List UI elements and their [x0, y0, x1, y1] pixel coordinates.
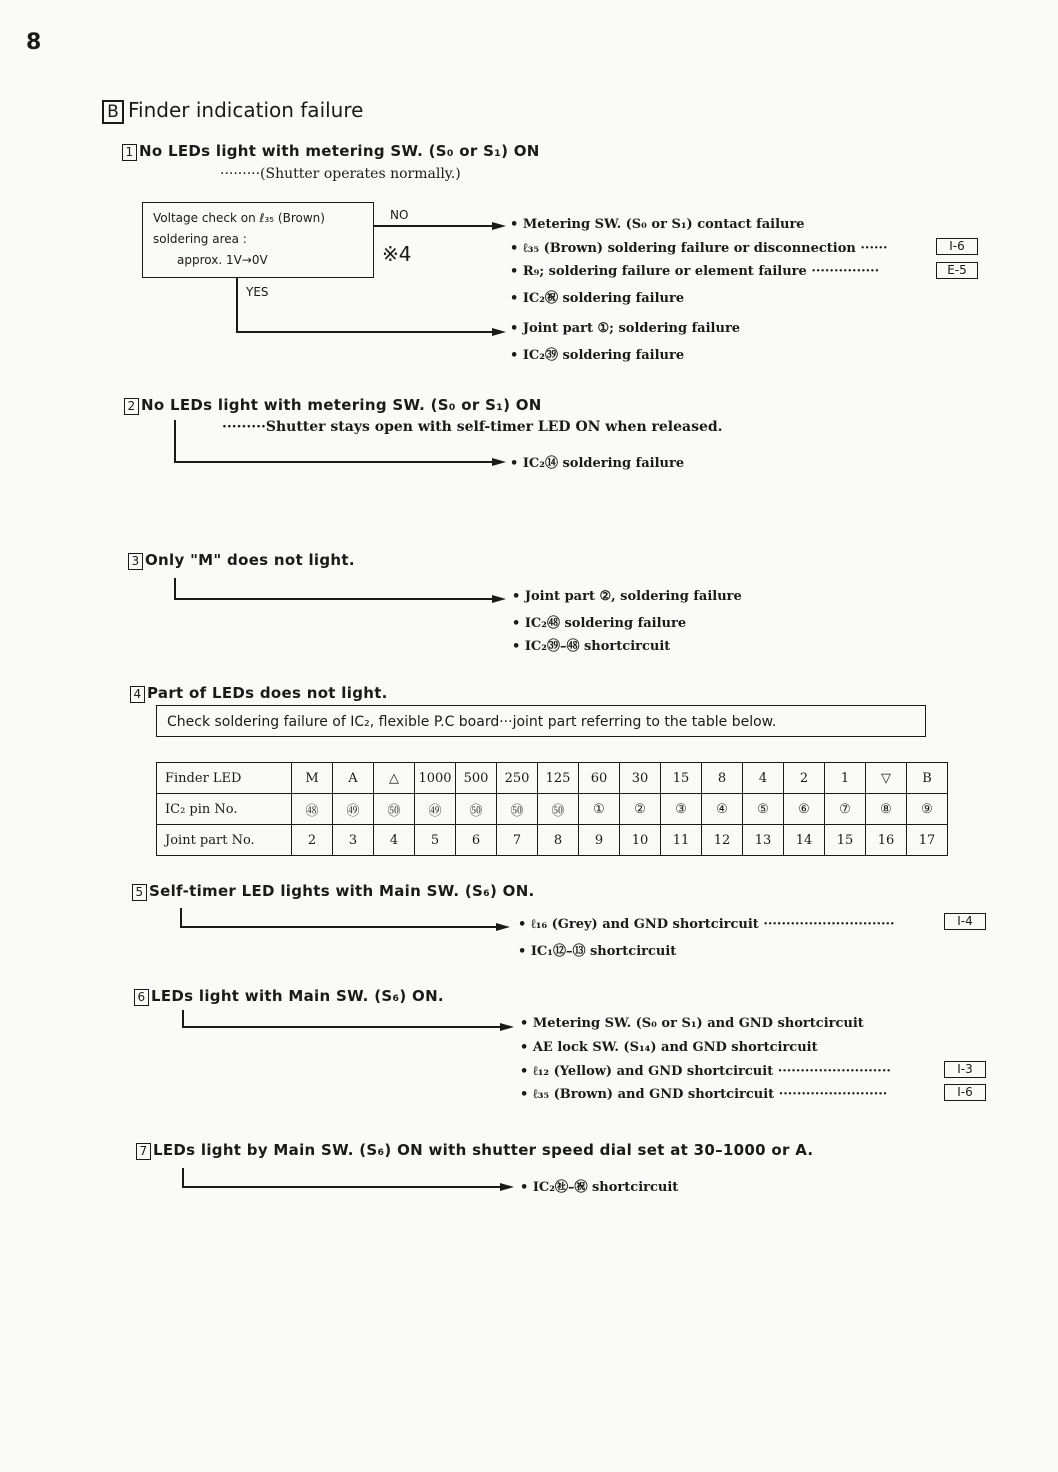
sub1-yes-item: • Joint part ①; soldering failure — [510, 321, 741, 336]
joint-part-cell: 3 — [333, 825, 374, 856]
joint-part-cell: 9 — [579, 825, 620, 856]
sub1-note: ·········(Shutter operates normally.) — [220, 166, 461, 182]
sub7-title-text: LEDs light by Main SW. (S₆) ON with shutter speed dial set at 30–1000 or A. — [153, 1141, 814, 1159]
sub6-arrowhead — [500, 1023, 514, 1031]
section-letter: B — [102, 100, 124, 124]
ref-box-i6: I-6 — [944, 1084, 986, 1101]
sub5-item: • ℓ₁₆ (Grey) and GND shortcircuit ····························· — [518, 917, 895, 932]
joint-part-cell: 7 — [497, 825, 538, 856]
sub2-arrow-line — [174, 461, 498, 463]
yes-arrowhead — [492, 328, 506, 336]
sub1-no-item: • R₉; soldering failure or element failure ··············· — [510, 264, 880, 279]
ic-pin-cell: ㊽ — [292, 794, 333, 825]
joint-part-cell: 8 — [538, 825, 579, 856]
sub1-no-item: • IC₂㊗ soldering failure — [510, 291, 685, 306]
ic-pin-cell: ④ — [702, 794, 743, 825]
ref-box-e5: E-5 — [936, 262, 978, 279]
section-title — [102, 98, 363, 124]
sub3-item: • IC₂㊽ soldering failure — [512, 616, 687, 631]
sub5-item: • IC₁⑫–⑬ shortcircuit — [518, 944, 677, 959]
sub2-vertical-line — [174, 420, 176, 463]
finder-led-cell: 8 — [702, 763, 743, 794]
yes-arrow-line — [236, 331, 498, 333]
ic-pin-cell: ② — [620, 794, 661, 825]
finder-led-cell: 30 — [620, 763, 661, 794]
ic-pin-cell: ㊾ — [415, 794, 456, 825]
row-header-finder-led: Finder LED — [157, 763, 292, 794]
sub7-vertical-line — [182, 1168, 184, 1188]
sub2-note: ·········Shutter stays open with self-timer LED ON when released. — [222, 419, 723, 435]
ic-pin-cell: ⑦ — [825, 794, 866, 825]
ic-pin-cell: ⑤ — [743, 794, 784, 825]
joint-part-cell: 10 — [620, 825, 661, 856]
ic-pin-cell: ① — [579, 794, 620, 825]
sub1-title — [122, 142, 540, 161]
sub1-yes-item: • IC₂㊴ soldering failure — [510, 348, 685, 363]
sub6-item: • AE lock SW. (S₁₄) and GND shortcircuit — [520, 1040, 818, 1055]
finder-led-cell: 15 — [661, 763, 702, 794]
finder-led-cell: M — [292, 763, 333, 794]
voltage-check-box — [142, 202, 374, 278]
joint-part-cell: 11 — [661, 825, 702, 856]
check-instruction-box: Check soldering failure of IC₂, flexible P.C board···joint part referring to the table below. — [156, 705, 926, 737]
finder-led-cell: ▽ — [866, 763, 907, 794]
sub5-title — [132, 882, 535, 901]
finder-led-cell: A — [333, 763, 374, 794]
sub7-item: • IC₂㊓–㊗ shortcircuit — [520, 1180, 679, 1195]
voltage-box-line2: soldering area : — [153, 232, 247, 246]
joint-part-cell: 12 — [702, 825, 743, 856]
sub1-no-item: • ℓ₃₅ (Brown) soldering failure or disconnection ······ — [510, 241, 888, 256]
voltage-box-line1: Voltage check on ℓ₃₅ (Brown) — [153, 211, 325, 225]
sub5-title-text: Self-timer LED lights with Main SW. (S₆) ON. — [149, 882, 535, 900]
sub2-number: 2 — [124, 398, 139, 415]
joint-part-cell: 5 — [415, 825, 456, 856]
finder-led-cell: 500 — [456, 763, 497, 794]
ic-pin-cell: ⑥ — [784, 794, 825, 825]
sub2-arrowhead — [492, 458, 506, 466]
sub1-title-text: No LEDs light with metering SW. (S₀ or S₁) ON — [139, 142, 540, 160]
joint-part-cell: 15 — [825, 825, 866, 856]
finder-led-cell: 1000 — [415, 763, 456, 794]
sub4-title-text: Part of LEDs does not light. — [147, 684, 388, 702]
sub3-title-text: Only "M" does not light. — [145, 551, 355, 569]
sub6-item: • ℓ₃₅ (Brown) and GND shortcircuit ························ — [520, 1087, 888, 1102]
ic-pin-cell: ㊿ — [456, 794, 497, 825]
ic-pin-cell: ⑧ — [866, 794, 907, 825]
finder-led-cell: 250 — [497, 763, 538, 794]
joint-part-cell: 6 — [456, 825, 497, 856]
sub5-vertical-line — [180, 908, 182, 928]
ic-pin-cell: ③ — [661, 794, 702, 825]
reference-mark: ※4 — [382, 242, 412, 266]
yes-vertical-line — [236, 277, 238, 333]
finder-led-cell: 125 — [538, 763, 579, 794]
table-row — [157, 763, 948, 794]
page-number: 8 — [26, 30, 42, 55]
joint-part-cell: 2 — [292, 825, 333, 856]
sub6-number: 6 — [134, 989, 149, 1006]
sub7-number: 7 — [136, 1143, 151, 1160]
ic-pin-cell: ㊿ — [538, 794, 579, 825]
sub6-item: • ℓ₁₂ (Yellow) and GND shortcircuit ························· — [520, 1064, 891, 1079]
sub3-item: • Joint part ②, soldering failure — [512, 589, 742, 604]
finder-led-cell: B — [907, 763, 948, 794]
ref-box-i6: I-6 — [936, 238, 978, 255]
sub7-arrowhead — [500, 1183, 514, 1191]
sub1-number: 1 — [122, 144, 137, 161]
finder-led-cell: 2 — [784, 763, 825, 794]
section-title-text: Finder indication failure — [128, 98, 364, 122]
ref-box-i4: I-4 — [944, 913, 986, 930]
sub5-arrow-line — [180, 926, 502, 928]
no-label: NO — [390, 208, 409, 222]
sub2-item: • IC₂⑭ soldering failure — [510, 456, 685, 471]
sub3-number: 3 — [128, 553, 143, 570]
sub6-arrow-line — [182, 1026, 506, 1028]
sub3-vertical-line — [174, 578, 176, 600]
joint-part-cell: 14 — [784, 825, 825, 856]
sub7-title — [136, 1141, 813, 1160]
table-row — [157, 825, 948, 856]
sub6-title — [134, 987, 444, 1006]
ic-pin-cell: ㊿ — [374, 794, 415, 825]
voltage-box-line3: approx. 1V→0V — [177, 253, 268, 267]
sub4-title — [130, 684, 388, 703]
finder-led-cell: 1 — [825, 763, 866, 794]
finder-led-cell: △ — [374, 763, 415, 794]
sub1-no-item: • Metering SW. (S₀ or S₁) contact failure — [510, 217, 805, 232]
finder-led-cell: 4 — [743, 763, 784, 794]
sub2-title — [124, 396, 542, 415]
ic-pin-cell: ㊿ — [497, 794, 538, 825]
joint-part-cell: 16 — [866, 825, 907, 856]
ic-pin-cell: ㊾ — [333, 794, 374, 825]
sub3-arrowhead — [492, 595, 506, 603]
sub3-item: • IC₂㊴–㊽ shortcircuit — [512, 639, 671, 654]
yes-label: YES — [246, 285, 269, 299]
ref-box-i3: I-3 — [944, 1061, 986, 1078]
sub3-title — [128, 551, 355, 570]
table-row — [157, 794, 948, 825]
sub6-title-text: LEDs light with Main SW. (S₆) ON. — [151, 987, 444, 1005]
sub5-arrowhead — [496, 923, 510, 931]
sub2-title-text: No LEDs light with metering SW. (S₀ or S₁) ON — [141, 396, 542, 414]
joint-part-cell: 13 — [743, 825, 784, 856]
ic-pin-cell: ⑨ — [907, 794, 948, 825]
sub5-number: 5 — [132, 884, 147, 901]
joint-part-cell: 4 — [374, 825, 415, 856]
no-arrow-line — [374, 225, 498, 227]
row-header-joint-part: Joint part No. — [157, 825, 292, 856]
row-header-ic-pin: IC₂ pin No. — [157, 794, 292, 825]
sub3-arrow-line — [174, 598, 498, 600]
sub4-number: 4 — [130, 686, 145, 703]
led-joint-table — [156, 762, 948, 856]
joint-part-cell: 17 — [907, 825, 948, 856]
sub7-arrow-line — [182, 1186, 506, 1188]
finder-led-cell: 60 — [579, 763, 620, 794]
sub6-item: • Metering SW. (S₀ or S₁) and GND shortcircuit — [520, 1016, 864, 1031]
no-arrowhead — [492, 222, 506, 230]
